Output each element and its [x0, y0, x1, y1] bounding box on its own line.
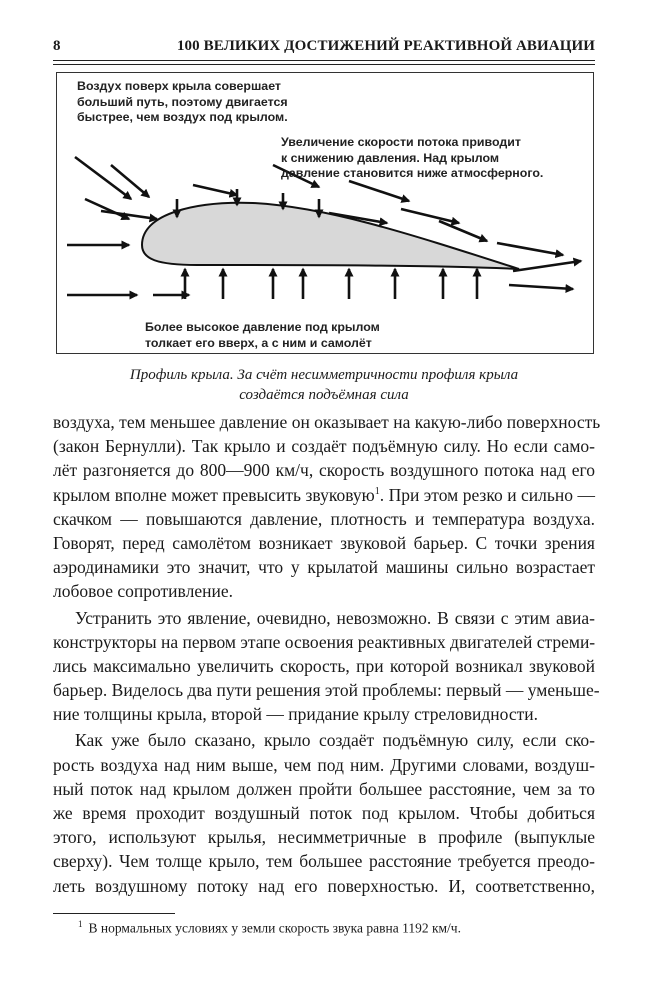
pressure-drop-label: Увеличение скорости потока приводит к снижению давления. Над крылом давление становится ниже атмосферного. [281, 135, 544, 180]
text-line: Говорят, перед самолётом возникает звуковой барьер. С точки зрения [53, 532, 595, 553]
text-line: лёт разгоняется до 800—900 км/ч, скорость воздушного потока над его [53, 460, 595, 481]
flow-arrow [75, 157, 131, 199]
text-line: леть воздушному потоку над его поверхностью. И, соответственно, [53, 875, 595, 896]
flow-arrow [349, 181, 409, 201]
text-line: рость воздуха над ним выше, чем под ним. Другими словами, воздуш- [53, 754, 595, 775]
text-line: ный поток над крылом должен пройти большее расстояние, чем за то [53, 778, 595, 799]
text-line: аэродинамики это значит, что у крылатой машины сильно возрастает [53, 557, 595, 578]
flow-arrow [439, 221, 487, 241]
paragraph-3 [53, 728, 595, 897]
header-rule-thin [53, 64, 595, 65]
text-line: скачком — повышаются давление, плотность и температура воздуха. [53, 508, 595, 529]
footnote-text: В нормальных условиях у земли скорость звука равна 1192 км/ч. [88, 920, 461, 936]
flow-arrow [193, 185, 237, 195]
paragraph-1 [53, 410, 601, 604]
text-line: Как уже было сказано, крыло создаёт подъёмную силу, если ско- [75, 730, 595, 751]
text-line: воздуха, тем меньшее давление он оказывает на какую-либо поверхность [53, 412, 601, 432]
flow-arrow [401, 209, 459, 223]
page-header [53, 38, 595, 60]
header-rule [53, 60, 595, 61]
body-text [53, 410, 601, 898]
page-number: 8 [53, 38, 61, 54]
text-line: барьер. Виделось два пути решения этой проблемы: первый — уменьше- [53, 680, 600, 701]
text-line: (закон Бернулли). Так крыло и создаёт подъёмную силу. Но если само- [53, 436, 595, 457]
footnote [78, 919, 461, 937]
text-line: же время проходит воздушный поток под крылом. Чтобы добиться [53, 803, 595, 823]
text-line: лись максимально увеличить скорость, при которой возникал звуковой [53, 655, 595, 676]
figure-caption: Профиль крыла. За счёт несимметричности профиля крыла создаётся подъёмная сила [129, 367, 519, 403]
flow-arrow [85, 199, 129, 219]
running-title: 100 ВЕЛИКИХ ДОСТИЖЕНИЙ РЕАКТИВНОЙ АВИАЦИИ [176, 38, 595, 54]
flow-arrow [497, 243, 563, 255]
footnote-rule [53, 913, 175, 914]
text-line: лобовое сопротивление. [53, 581, 233, 602]
text-line: сверху). Чем толще крыло, тем большее расстояние требуется преодо- [53, 851, 595, 872]
text-line: этого, используют крылья, несимметричные в профиле (выпуклые [53, 827, 595, 848]
text-line: конструкторы на первом этапе освоения реактивных двигателей стреми- [53, 631, 596, 652]
upper-flow-label: Воздух поверх крыла совершает больший путь, поэтому двигается быстрее, чем воздух под крылом. [77, 79, 288, 124]
flow-arrow [513, 261, 581, 271]
text-line: Устранить это явление, очевидно, невозможно. В связи с этим авиа- [75, 607, 595, 628]
lift-pressure-label: Более высокое давление под крылом толкает его вверх, а с ним и самолёт [145, 320, 380, 350]
footnote-ref: 1 [374, 485, 380, 497]
flow-arrow [111, 165, 149, 197]
paragraph-2 [53, 606, 600, 727]
text-line: ние толщины крыла, второй — придание крылу стреловидности. [53, 704, 539, 725]
flow-arrow [509, 285, 573, 289]
wing-profile-figure [56, 72, 594, 354]
footnote-mark: 1 [78, 919, 83, 929]
text-line: крылом вполне может превысить звуковую$^1$. При этом резко и сильно — [53, 484, 595, 505]
